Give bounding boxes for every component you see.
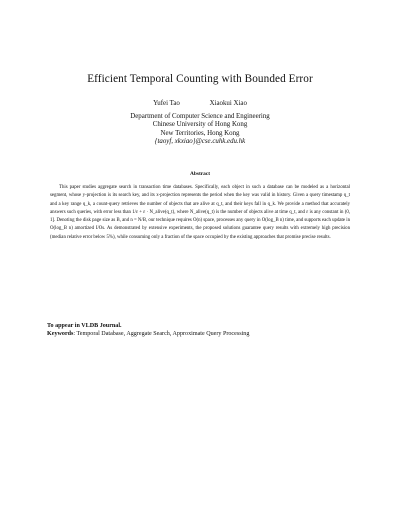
author-name: Yufei Tao bbox=[153, 100, 180, 107]
paper-title: Efficient Temporal Counting with Bounded Error bbox=[87, 73, 313, 85]
abstract-heading: Abstract bbox=[189, 171, 211, 177]
affiliation-line: Department of Computer Science and Engineering bbox=[130, 113, 270, 120]
keywords-list: : Temporal Database, Aggregate Search, Approximate Query Processing bbox=[73, 331, 250, 337]
affiliation-line: New Territories, Hong Kong bbox=[160, 129, 240, 137]
keywords-line bbox=[47, 331, 249, 337]
abstract-text: This paper studies aggregate search in transaction time databases. Specifically, each object in such a database can be modeled as a horizontal segment, whose y-projection is its search key, and its x-projection represents the period when the key was valid in history. Given a query timestamp q_t and a key range q_k, a count-query retrieves the number of objects that are alive at q_t, and their keys fall in q_k. We provide a method that accurately answers such queries, with error less than 1/ε + ε · N_alive(q_t), where N_alive(q_t) is the number of objects alive at time q_t, and ε is any constant in (0, 1]. Denoting the disk page size as B, and n = N/B, our technique requires O(n) space, processes any query in O(log_B n) time, and supports each update in O(log_B n) amortized I/Os. As demonstrated by extensive experiments, the proposed solutions guarantee query results with extremely high precision (median relative error below 5%), while consuming only a fraction of the space occupied by the existing approaches that promise precise results. bbox=[50, 185, 350, 240]
journal-note: To appear in VLDB Journal. bbox=[47, 323, 122, 329]
author-email: {taoyf, xkxiao}@cse.cuhk.edu.hk bbox=[154, 137, 246, 145]
affiliation-line: Chinese University of Hong Kong bbox=[152, 121, 248, 129]
author-name: Xiaokui Xiao bbox=[209, 100, 247, 107]
author-list bbox=[0, 100, 400, 107]
keywords-label: Keywords bbox=[47, 331, 74, 337]
affiliation-block bbox=[0, 113, 400, 146]
